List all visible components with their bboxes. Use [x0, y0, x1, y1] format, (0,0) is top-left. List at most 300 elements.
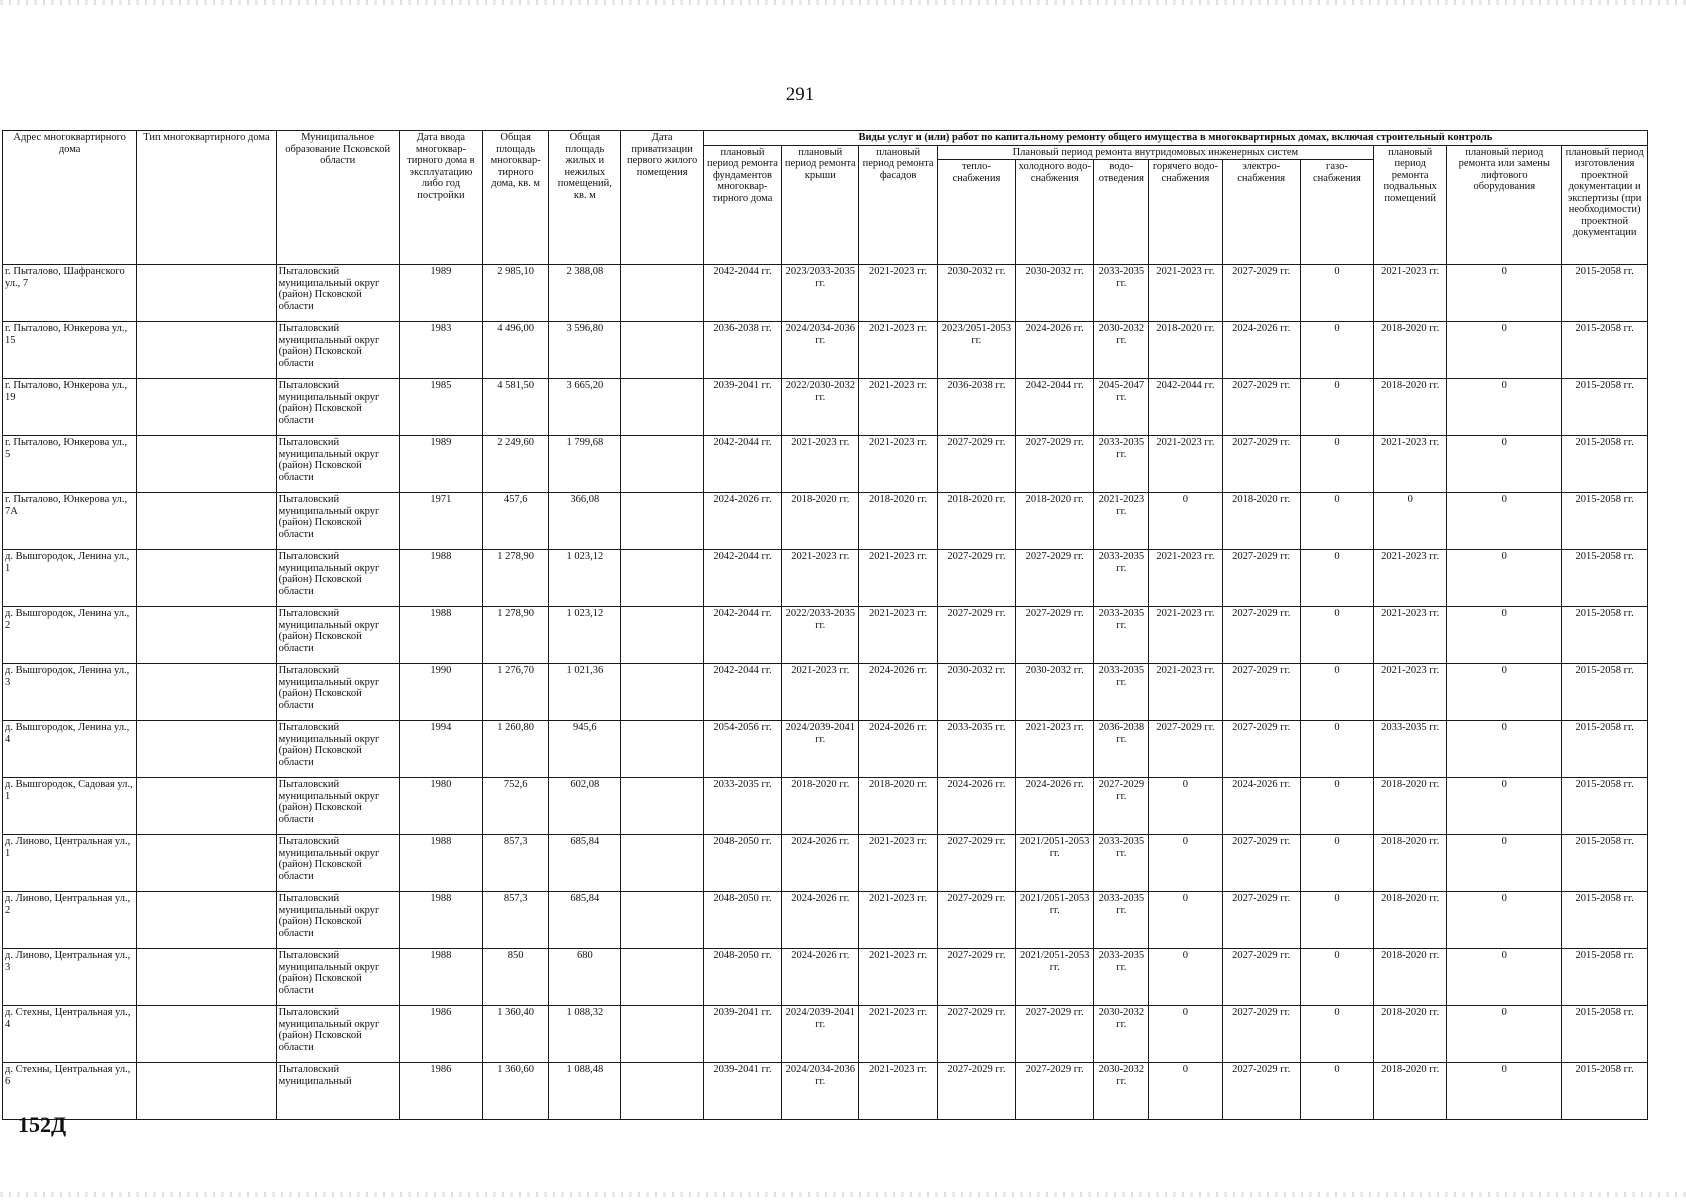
cell-address: д. Линово, Центральная ул., 2: [3, 892, 137, 949]
cell-facade: 2024-2026 гг.: [859, 721, 937, 778]
cell-year: 1986: [399, 1006, 482, 1063]
cell-year: 1983: [399, 322, 482, 379]
header-municipality: Муниципальное образование Псковской области: [276, 131, 399, 265]
cell-heat: 2027-2029 гг.: [937, 835, 1015, 892]
cell-living-area: 1 023,12: [549, 550, 621, 607]
cell-electric: 2027-2029 гг.: [1222, 1006, 1300, 1063]
cell-living-area: 1 088,48: [549, 1063, 621, 1120]
cell-elevator: 0: [1447, 1006, 1562, 1063]
cell-foundation: 2024-2026 гг.: [703, 493, 781, 550]
cell-year: 1989: [399, 265, 482, 322]
cell-elevator: 0: [1447, 664, 1562, 721]
header-hot-water: горячего водо-снабжения: [1149, 160, 1222, 265]
cell-gas: 0: [1300, 835, 1373, 892]
cell-heat: 2036-2038 гг.: [937, 379, 1015, 436]
cell-privatization: [621, 607, 703, 664]
cell-roof: 2024/2039-2041 гг.: [782, 721, 859, 778]
cell-design-docs: 2015-2058 гг.: [1562, 493, 1648, 550]
cell-total-area: 1 278,90: [483, 607, 549, 664]
cell-gas: 0: [1300, 664, 1373, 721]
cell-elevator: 0: [1447, 721, 1562, 778]
cell-elevator: 0: [1447, 607, 1562, 664]
cell-privatization: [621, 664, 703, 721]
cell-design-docs: 2015-2058 гг.: [1562, 322, 1648, 379]
cell-total-area: 1 278,90: [483, 550, 549, 607]
cell-foundation: 2048-2050 гг.: [703, 949, 781, 1006]
cell-cold-water: 2024-2026 гг.: [1016, 778, 1094, 835]
cell-cold-water: 2030-2032 гг.: [1016, 265, 1094, 322]
cell-roof: 2021-2023 гг.: [782, 436, 859, 493]
cell-address: г. Пыталово, Юнкерова ул., 7А: [3, 493, 137, 550]
cell-cold-water: 2027-2029 гг.: [1016, 550, 1094, 607]
cell-privatization: [621, 493, 703, 550]
cell-gas: 0: [1300, 1063, 1373, 1120]
cell-design-docs: 2015-2058 гг.: [1562, 778, 1648, 835]
cell-municipality: Пыталовский муниципальный округ (район) Псковской области: [276, 778, 399, 835]
cell-design-docs: 2015-2058 гг.: [1562, 379, 1648, 436]
cell-electric: 2027-2029 гг.: [1222, 1063, 1300, 1120]
header-type: Тип многоквартирного дома: [137, 131, 276, 265]
cell-electric: 2024-2026 гг.: [1222, 778, 1300, 835]
cell-living-area: 602,08: [549, 778, 621, 835]
cell-roof: 2022/2030-2032 гг.: [782, 379, 859, 436]
cell-address: д. Вышгородок, Садовая ул., 1: [3, 778, 137, 835]
cell-design-docs: 2015-2058 гг.: [1562, 1006, 1648, 1063]
cell-gas: 0: [1300, 1006, 1373, 1063]
table-row: [3, 664, 1648, 721]
cell-sewer: 2045-2047 гг.: [1094, 379, 1149, 436]
cell-foundation: 2042-2044 гг.: [703, 550, 781, 607]
cell-basement: 2021-2023 гг.: [1374, 436, 1447, 493]
cell-year: 1994: [399, 721, 482, 778]
cell-heat: 2033-2035 гг.: [937, 721, 1015, 778]
cell-roof: 2024/2039-2041 гг.: [782, 1006, 859, 1063]
cell-roof: 2024-2026 гг.: [782, 892, 859, 949]
cell-heat: 2027-2029 гг.: [937, 607, 1015, 664]
cell-foundation: 2042-2044 гг.: [703, 664, 781, 721]
cell-hot-water: 2021-2023 гг.: [1149, 550, 1222, 607]
cell-year: 1988: [399, 892, 482, 949]
cell-basement: 2021-2023 гг.: [1374, 607, 1447, 664]
cell-foundation: 2042-2044 гг.: [703, 265, 781, 322]
cell-electric: 2027-2029 гг.: [1222, 607, 1300, 664]
header-privatization-date: Дата приватизации первого жилого помещения: [621, 131, 703, 265]
cell-facade: 2021-2023 гг.: [859, 436, 937, 493]
cell-living-area: 945,6: [549, 721, 621, 778]
cell-living-area: 3 665,20: [549, 379, 621, 436]
cell-electric: 2027-2029 гг.: [1222, 892, 1300, 949]
cell-year: 1988: [399, 607, 482, 664]
cell-sewer: 2033-2035 гг.: [1094, 664, 1149, 721]
page-number: 291: [785, 84, 815, 105]
cell-sewer: 2033-2035 гг.: [1094, 607, 1149, 664]
cell-roof: 2018-2020 гг.: [782, 778, 859, 835]
table-row: [3, 322, 1648, 379]
cell-gas: 0: [1300, 379, 1373, 436]
cell-total-area: 1 360,40: [483, 1006, 549, 1063]
cell-sewer: 2033-2035 гг.: [1094, 265, 1149, 322]
cell-gas: 0: [1300, 607, 1373, 664]
cell-basement: 2018-2020 гг.: [1374, 949, 1447, 1006]
cell-total-area: 752,6: [483, 778, 549, 835]
cell-year: 1988: [399, 835, 482, 892]
cell-total-area: 4 581,50: [483, 379, 549, 436]
cell-design-docs: 2015-2058 гг.: [1562, 607, 1648, 664]
cell-address: г. Пыталово, Шафранского ул., 7: [3, 265, 137, 322]
header-gas: газо-снабжения: [1300, 160, 1373, 265]
cell-facade: 2021-2023 гг.: [859, 550, 937, 607]
cell-basement: 2018-2020 гг.: [1374, 322, 1447, 379]
cell-privatization: [621, 892, 703, 949]
cell-living-area: 1 088,32: [549, 1006, 621, 1063]
cell-basement: 2018-2020 гг.: [1374, 1063, 1447, 1120]
cell-elevator: 0: [1447, 493, 1562, 550]
cell-gas: 0: [1300, 493, 1373, 550]
cell-heat: 2027-2029 гг.: [937, 1006, 1015, 1063]
table-row: [3, 721, 1648, 778]
cell-living-area: 680: [549, 949, 621, 1006]
cell-address: д. Линово, Центральная ул., 1: [3, 835, 137, 892]
cell-type: [137, 1063, 276, 1120]
cell-municipality: Пыталовский муниципальный округ (район) Псковской области: [276, 436, 399, 493]
cell-basement: 2033-2035 гг.: [1374, 721, 1447, 778]
cell-privatization: [621, 550, 703, 607]
cell-type: [137, 778, 276, 835]
header-works-group: Виды услуг и (или) работ по капитальному ремонту общего имущества в многоквартирных домах, включая строительный контроль: [703, 131, 1647, 146]
cell-foundation: 2039-2041 гг.: [703, 1006, 781, 1063]
cell-sewer: 2021-2023 гг.: [1094, 493, 1149, 550]
cell-elevator: 0: [1447, 322, 1562, 379]
table-body: [3, 265, 1648, 1120]
header-living-area: Общая площадь жилых и нежилых помещений, кв. м: [549, 131, 621, 265]
cell-basement: 2018-2020 гг.: [1374, 778, 1447, 835]
cell-facade: 2018-2020 гг.: [859, 778, 937, 835]
header-design-docs: плановый период изготовления проектной документации и экспертизы (при необходимости) проектной документации: [1562, 145, 1648, 265]
cell-cold-water: 2042-2044 гг.: [1016, 379, 1094, 436]
cell-facade: 2021-2023 гг.: [859, 892, 937, 949]
cell-elevator: 0: [1447, 265, 1562, 322]
cell-gas: 0: [1300, 550, 1373, 607]
table-row: [3, 1063, 1648, 1120]
cell-municipality: Пыталовский муниципальный округ (район) Псковской области: [276, 835, 399, 892]
cell-privatization: [621, 1006, 703, 1063]
cell-total-area: 850: [483, 949, 549, 1006]
cell-type: [137, 550, 276, 607]
cell-facade: 2021-2023 гг.: [859, 1006, 937, 1063]
cell-living-area: 685,84: [549, 835, 621, 892]
cell-heat: 2027-2029 гг.: [937, 949, 1015, 1006]
cell-foundation: 2039-2041 гг.: [703, 379, 781, 436]
header-heat: тепло-снабжения: [937, 160, 1015, 265]
header-sewer: водо-отведения: [1094, 160, 1149, 265]
cell-living-area: 685,84: [549, 892, 621, 949]
cell-foundation: 2039-2041 гг.: [703, 1063, 781, 1120]
cell-privatization: [621, 721, 703, 778]
cell-basement: 2018-2020 гг.: [1374, 1006, 1447, 1063]
cell-hot-water: 0: [1149, 949, 1222, 1006]
cell-sewer: 2033-2035 гг.: [1094, 550, 1149, 607]
cell-hot-water: 2021-2023 гг.: [1149, 265, 1222, 322]
cell-privatization: [621, 265, 703, 322]
cell-design-docs: 2015-2058 гг.: [1562, 436, 1648, 493]
cell-facade: 2021-2023 гг.: [859, 1063, 937, 1120]
cell-hot-water: 2021-2023 гг.: [1149, 607, 1222, 664]
cell-design-docs: 2015-2058 гг.: [1562, 892, 1648, 949]
cell-total-area: 1 260,80: [483, 721, 549, 778]
cell-heat: 2018-2020 гг.: [937, 493, 1015, 550]
cell-gas: 0: [1300, 436, 1373, 493]
cell-foundation: 2033-2035 гг.: [703, 778, 781, 835]
cell-privatization: [621, 379, 703, 436]
cell-address: д. Стехны, Центральная ул., 4: [3, 1006, 137, 1063]
cell-type: [137, 265, 276, 322]
cell-living-area: 3 596,80: [549, 322, 621, 379]
cell-privatization: [621, 778, 703, 835]
cell-type: [137, 493, 276, 550]
scan-edge-bottom: [0, 1192, 1686, 1197]
header-commission-date: Дата ввода многоквар-тирного дома в эксплуатацию либо год постройки: [399, 131, 482, 265]
cell-design-docs: 2015-2058 гг.: [1562, 949, 1648, 1006]
cell-design-docs: 2015-2058 гг.: [1562, 721, 1648, 778]
cell-heat: 2030-2032 гг.: [937, 664, 1015, 721]
cell-total-area: 1 360,60: [483, 1063, 549, 1120]
cell-total-area: 1 276,70: [483, 664, 549, 721]
header-electric: электро-снабжения: [1222, 160, 1300, 265]
cell-cold-water: 2027-2029 гг.: [1016, 607, 1094, 664]
table-row: [3, 265, 1648, 322]
cell-basement: 0: [1374, 493, 1447, 550]
cell-electric: 2027-2029 гг.: [1222, 436, 1300, 493]
cell-electric: 2027-2029 гг.: [1222, 949, 1300, 1006]
cell-facade: 2021-2023 гг.: [859, 322, 937, 379]
cell-sewer: 2030-2032 гг.: [1094, 1063, 1149, 1120]
cell-cold-water: 2027-2029 гг.: [1016, 1006, 1094, 1063]
capital-repair-table: [2, 130, 1648, 1120]
cell-heat: 2027-2029 гг.: [937, 436, 1015, 493]
cell-gas: 0: [1300, 322, 1373, 379]
cell-address: д. Вышгородок, Ленина ул., 4: [3, 721, 137, 778]
cell-cold-water: 2018-2020 гг.: [1016, 493, 1094, 550]
cell-foundation: 2048-2050 гг.: [703, 835, 781, 892]
table-row: [3, 949, 1648, 1006]
cell-heat: 2027-2029 гг.: [937, 892, 1015, 949]
cell-address: г. Пыталово, Юнкерова ул., 19: [3, 379, 137, 436]
cell-year: 1988: [399, 550, 482, 607]
cell-basement: 2018-2020 гг.: [1374, 892, 1447, 949]
cell-sewer: 2030-2032 гг.: [1094, 322, 1149, 379]
cell-year: 1989: [399, 436, 482, 493]
cell-total-area: 857,3: [483, 835, 549, 892]
cell-type: [137, 1006, 276, 1063]
cell-electric: 2018-2020 гг.: [1222, 493, 1300, 550]
cell-foundation: 2054-2056 гг.: [703, 721, 781, 778]
cell-basement: 2018-2020 гг.: [1374, 379, 1447, 436]
cell-heat: 2027-2029 гг.: [937, 550, 1015, 607]
cell-electric: 2027-2029 гг.: [1222, 835, 1300, 892]
cell-facade: 2024-2026 гг.: [859, 664, 937, 721]
cell-cold-water: 2027-2029 гг.: [1016, 436, 1094, 493]
cell-hot-water: 0: [1149, 835, 1222, 892]
cell-living-area: 366,08: [549, 493, 621, 550]
header-foundation: плановый период ремонта фундаментов многоквар-тирного дома: [703, 145, 781, 265]
scan-edge-top: [0, 0, 1686, 5]
cell-total-area: 2 249,60: [483, 436, 549, 493]
cell-cold-water: 2027-2029 гг.: [1016, 1063, 1094, 1120]
cell-facade: 2021-2023 гг.: [859, 265, 937, 322]
cell-municipality: Пыталовский муниципальный округ (район) Псковской области: [276, 379, 399, 436]
cell-foundation: 2042-2044 гг.: [703, 436, 781, 493]
cell-roof: 2024-2026 гг.: [782, 835, 859, 892]
cell-year: 1986: [399, 1063, 482, 1120]
cell-facade: 2018-2020 гг.: [859, 493, 937, 550]
header-engineering-group: Плановый период ремонта внутридомовых инженерных систем: [937, 145, 1373, 160]
cell-roof: 2024/2034-2036 гг.: [782, 1063, 859, 1120]
cell-elevator: 0: [1447, 892, 1562, 949]
cell-privatization: [621, 322, 703, 379]
table-row: [3, 379, 1648, 436]
cell-municipality: Пыталовский муниципальный округ (район) Псковской области: [276, 1006, 399, 1063]
footer-code: 152Д: [18, 1112, 67, 1137]
cell-roof: 2018-2020 гг.: [782, 493, 859, 550]
cell-heat: 2030-2032 гг.: [937, 265, 1015, 322]
header-facade: плановый период ремонта фасадов: [859, 145, 937, 265]
cell-gas: 0: [1300, 892, 1373, 949]
cell-elevator: 0: [1447, 379, 1562, 436]
header-elevator: плановый период ремонта или замены лифтового оборудования: [1447, 145, 1562, 265]
cell-hot-water: 2021-2023 гг.: [1149, 436, 1222, 493]
header-cold-water: холодного водо-снабжения: [1016, 160, 1094, 265]
table-row: [3, 550, 1648, 607]
table-row: [3, 607, 1648, 664]
cell-year: 1980: [399, 778, 482, 835]
cell-living-area: 1 021,36: [549, 664, 621, 721]
cell-total-area: 857,3: [483, 892, 549, 949]
cell-municipality: Пыталовский муниципальный округ (район) Псковской области: [276, 550, 399, 607]
table-row: [3, 892, 1648, 949]
cell-roof: 2024-2026 гг.: [782, 949, 859, 1006]
table-row: [3, 436, 1648, 493]
header-total-area: Общая площадь многоквар-тирного дома, кв. м: [483, 131, 549, 265]
cell-type: [137, 892, 276, 949]
cell-roof: 2023/2033-2035 гг.: [782, 265, 859, 322]
cell-electric: 2027-2029 гг.: [1222, 721, 1300, 778]
cell-design-docs: 2015-2058 гг.: [1562, 265, 1648, 322]
cell-municipality: Пыталовский муниципальный округ (район) Псковской области: [276, 607, 399, 664]
cell-cold-water: 2021-2023 гг.: [1016, 721, 1094, 778]
cell-type: [137, 835, 276, 892]
cell-electric: 2027-2029 гг.: [1222, 265, 1300, 322]
cell-municipality: Пыталовский муниципальный округ (район) Псковской области: [276, 949, 399, 1006]
cell-type: [137, 721, 276, 778]
cell-address: д. Линово, Центральная ул., 3: [3, 949, 137, 1006]
cell-municipality: Пыталовский муниципальный округ (район) Псковской области: [276, 265, 399, 322]
cell-total-area: 457,6: [483, 493, 549, 550]
cell-electric: 2027-2029 гг.: [1222, 550, 1300, 607]
cell-total-area: 4 496,00: [483, 322, 549, 379]
cell-basement: 2021-2023 гг.: [1374, 550, 1447, 607]
cell-living-area: 2 388,08: [549, 265, 621, 322]
cell-electric: 2027-2029 гг.: [1222, 379, 1300, 436]
cell-roof: 2021-2023 гг.: [782, 664, 859, 721]
cell-address: г. Пыталово, Юнкерова ул., 15: [3, 322, 137, 379]
cell-hot-water: 2042-2044 гг.: [1149, 379, 1222, 436]
cell-roof: 2022/2033-2035 гг.: [782, 607, 859, 664]
cell-roof: 2024/2034-2036 гг.: [782, 322, 859, 379]
cell-hot-water: 0: [1149, 493, 1222, 550]
cell-heat: 2027-2029 гг.: [937, 1063, 1015, 1120]
cell-facade: 2021-2023 гг.: [859, 379, 937, 436]
cell-municipality: Пыталовский муниципальный округ (район) Псковской области: [276, 664, 399, 721]
cell-basement: 2021-2023 гг.: [1374, 265, 1447, 322]
cell-heat: 2024-2026 гг.: [937, 778, 1015, 835]
cell-type: [137, 607, 276, 664]
cell-sewer: 2027-2029 гг.: [1094, 778, 1149, 835]
cell-gas: 0: [1300, 778, 1373, 835]
cell-elevator: 0: [1447, 1063, 1562, 1120]
cell-cold-water: 2021/2051-2053 гг.: [1016, 949, 1094, 1006]
table-row: [3, 493, 1648, 550]
header-basement: плановый период ремонта подвальных помещений: [1374, 145, 1447, 265]
cell-living-area: 1 799,68: [549, 436, 621, 493]
cell-elevator: 0: [1447, 436, 1562, 493]
cell-type: [137, 949, 276, 1006]
cell-year: 1990: [399, 664, 482, 721]
cell-year: 1988: [399, 949, 482, 1006]
cell-roof: 2021-2023 гг.: [782, 550, 859, 607]
cell-sewer: 2033-2035 гг.: [1094, 436, 1149, 493]
cell-type: [137, 436, 276, 493]
cell-sewer: 2033-2035 гг.: [1094, 892, 1149, 949]
cell-year: 1971: [399, 493, 482, 550]
cell-cold-water: 2030-2032 гг.: [1016, 664, 1094, 721]
cell-hot-water: 0: [1149, 1063, 1222, 1120]
cell-design-docs: 2015-2058 гг.: [1562, 1063, 1648, 1120]
cell-foundation: 2042-2044 гг.: [703, 607, 781, 664]
cell-foundation: 2036-2038 гг.: [703, 322, 781, 379]
table-row: [3, 778, 1648, 835]
cell-municipality: Пыталовский муниципальный: [276, 1063, 399, 1120]
cell-foundation: 2048-2050 гг.: [703, 892, 781, 949]
cell-elevator: 0: [1447, 778, 1562, 835]
cell-privatization: [621, 835, 703, 892]
cell-year: 1985: [399, 379, 482, 436]
cell-hot-water: 2018-2020 гг.: [1149, 322, 1222, 379]
table-row: [3, 835, 1648, 892]
cell-facade: 2021-2023 гг.: [859, 949, 937, 1006]
cell-gas: 0: [1300, 949, 1373, 1006]
cell-municipality: Пыталовский муниципальный округ (район) Псковской области: [276, 892, 399, 949]
cell-sewer: 2036-2038 гг.: [1094, 721, 1149, 778]
cell-design-docs: 2015-2058 гг.: [1562, 664, 1648, 721]
cell-living-area: 1 023,12: [549, 607, 621, 664]
cell-total-area: 2 985,10: [483, 265, 549, 322]
cell-type: [137, 664, 276, 721]
cell-cold-water: 2024-2026 гг.: [1016, 322, 1094, 379]
cell-address: д. Вышгородок, Ленина ул., 1: [3, 550, 137, 607]
cell-basement: 2018-2020 гг.: [1374, 835, 1447, 892]
cell-heat: 2023/2051-2053 гг.: [937, 322, 1015, 379]
cell-type: [137, 379, 276, 436]
cell-electric: 2024-2026 гг.: [1222, 322, 1300, 379]
cell-privatization: [621, 1063, 703, 1120]
cell-hot-water: 2021-2023 гг.: [1149, 664, 1222, 721]
cell-facade: 2021-2023 гг.: [859, 607, 937, 664]
cell-type: [137, 322, 276, 379]
cell-hot-water: 0: [1149, 1006, 1222, 1063]
cell-design-docs: 2015-2058 гг.: [1562, 550, 1648, 607]
cell-elevator: 0: [1447, 949, 1562, 1006]
cell-gas: 0: [1300, 265, 1373, 322]
